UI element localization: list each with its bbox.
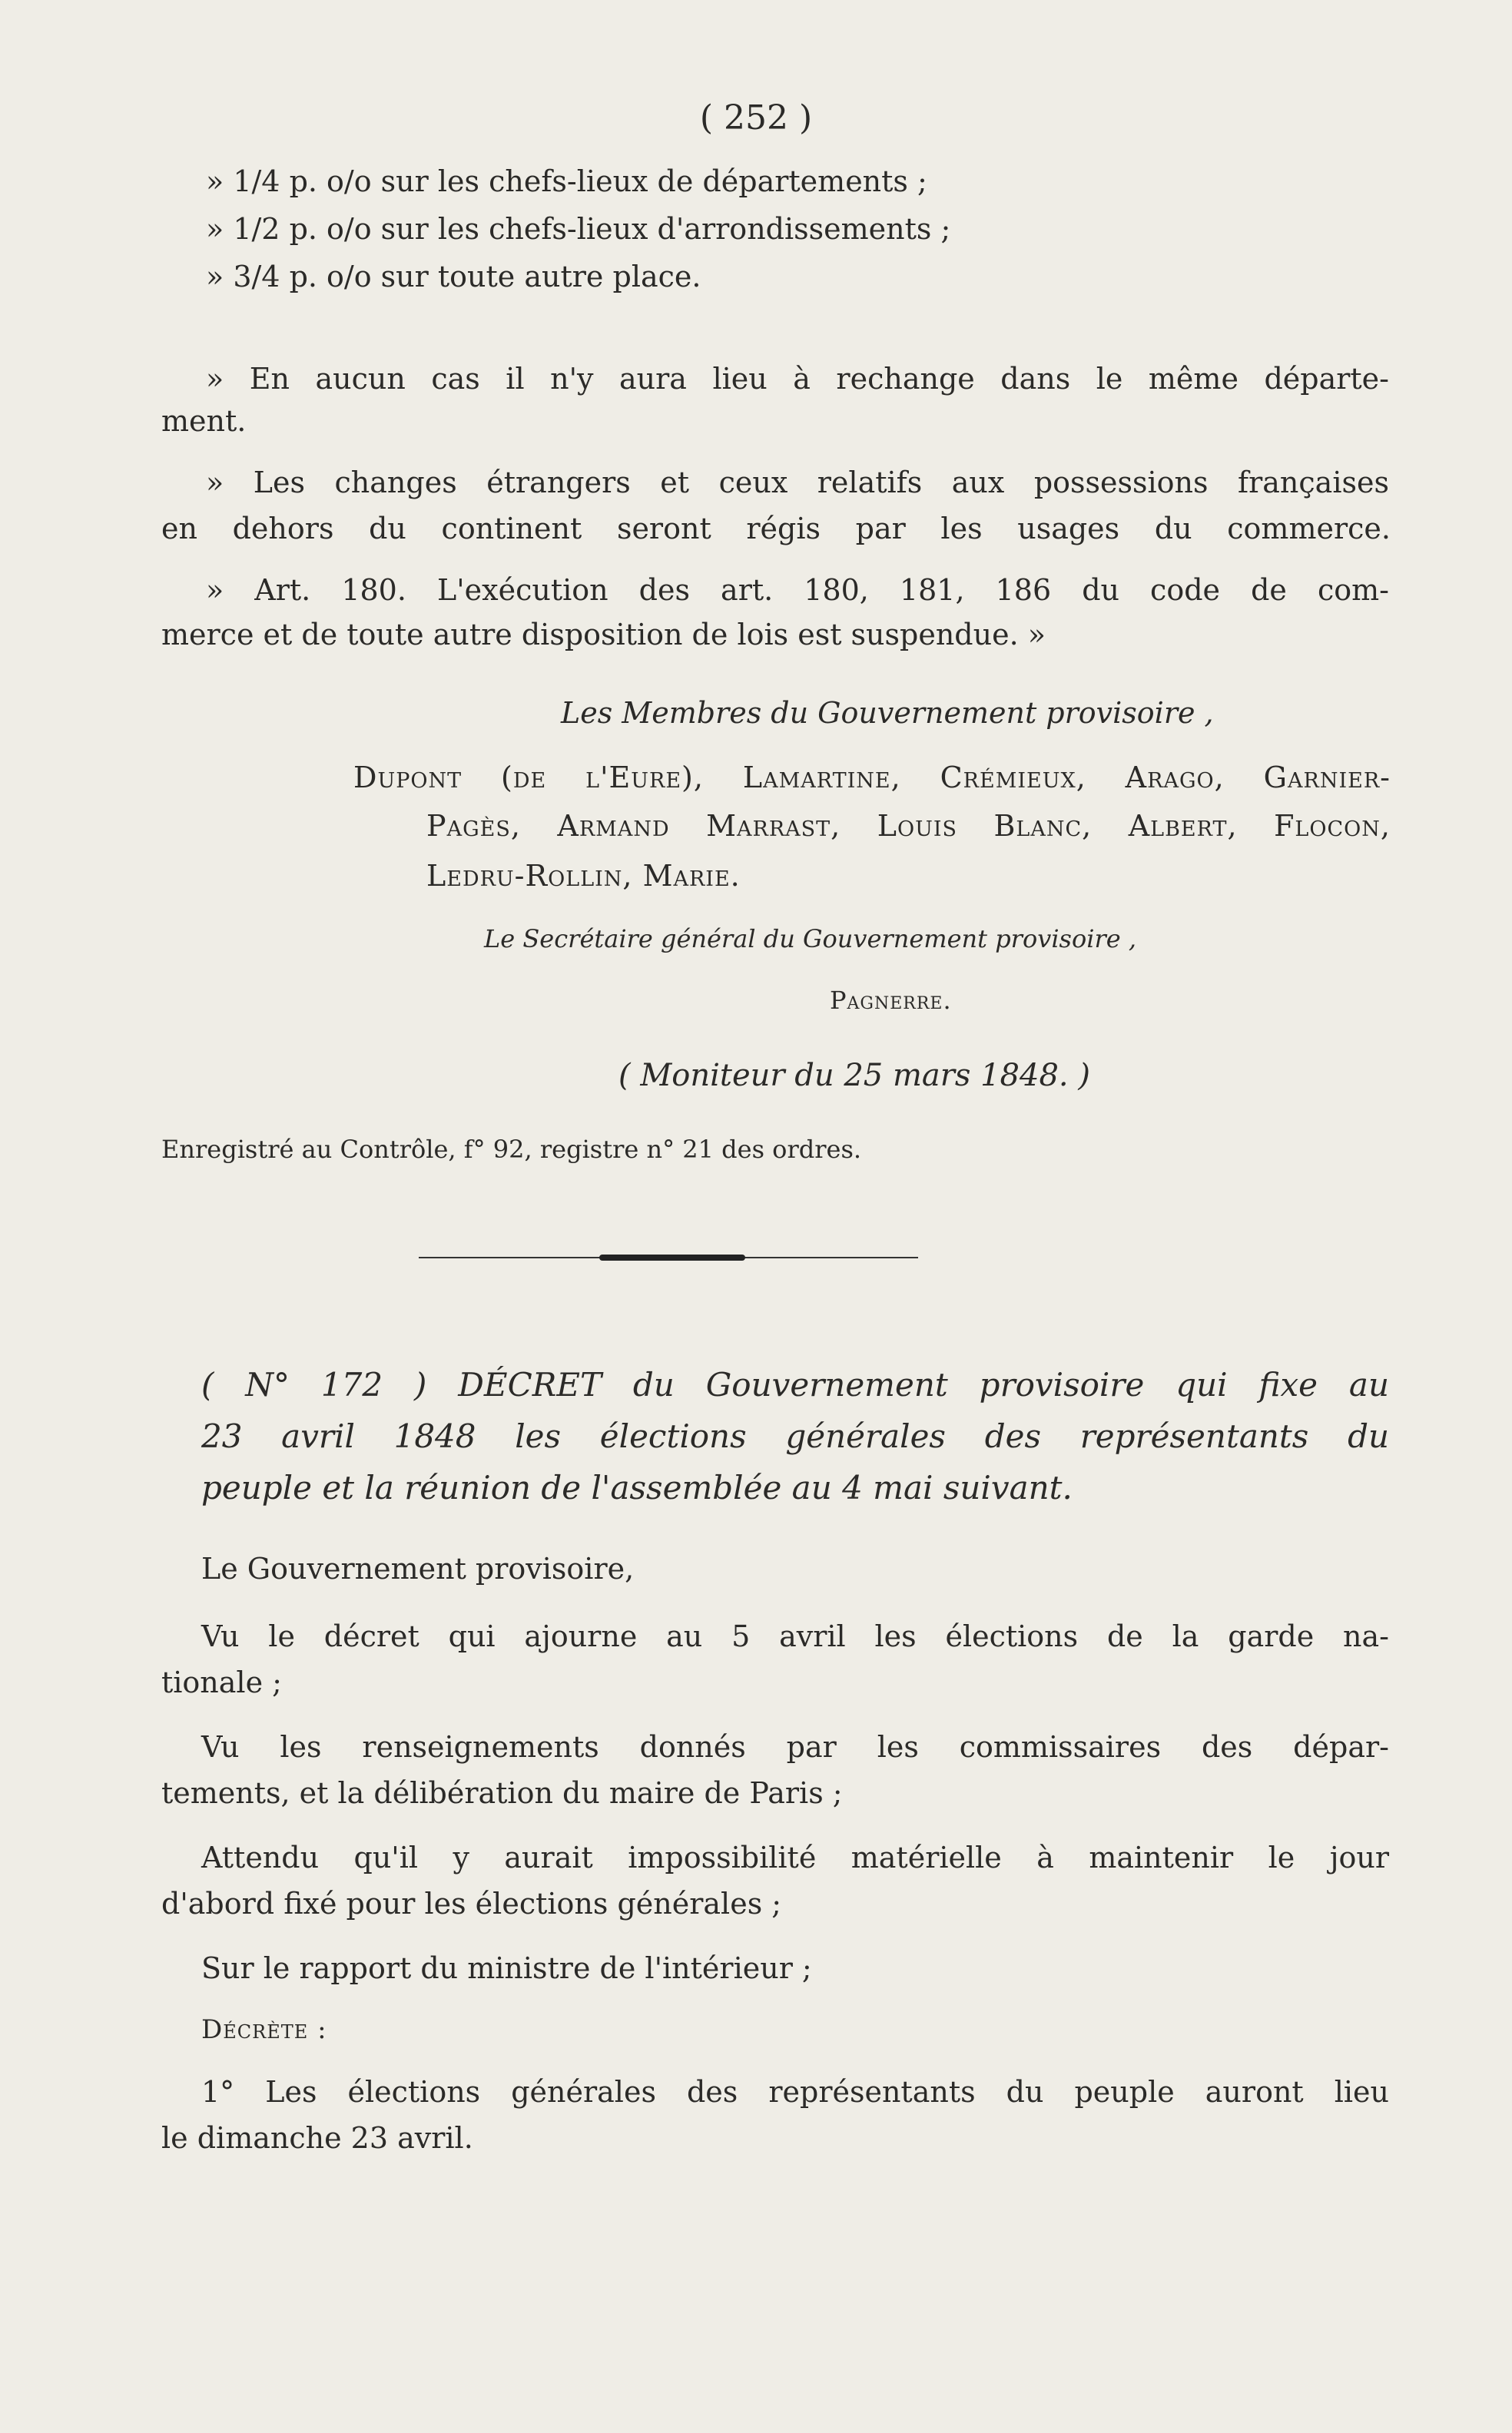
text-line: » Les changes étrangers et ceux relatifs aux possessions françaises (206, 466, 1389, 499)
registration-note: Enregistré au Contrôle, f° 92, registre n° 21 des ordres. (161, 1135, 862, 1164)
decree-title-line: ( N° 172 ) DÉCRET du Gouvernement provisoire qui fixe au (201, 1366, 1389, 1404)
section-divider-ornament (599, 1255, 745, 1261)
decree-body-line: 1° Les élections générales des représentants du peuple auront lieu (201, 2075, 1389, 2109)
decree-decrete: Décrète : (201, 2014, 327, 2045)
secretary-heading: Le Secrétaire général du Gouvernement provisoire , (484, 924, 1137, 953)
text-line: en dehors du continent seront régis par les usages du commerce. (161, 512, 1391, 545)
signatories-line: Dupont (de l'Eure), Lamartine, Crémieux, Arago, Garnier- (353, 761, 1391, 794)
secretary-name: Pagnerre. (830, 986, 952, 1015)
text-line: merce et de toute autre disposition de lois est suspendue. » (161, 618, 1046, 651)
decree-body-line: le dimanche 23 avril. (161, 2121, 473, 2155)
signatures-heading: Les Membres du Gouvernement provisoire , (561, 696, 1214, 730)
text-line: » 3/4 p. o/o sur toute autre place. (206, 260, 701, 293)
text-line: » En aucun cas il n'y aura lieu à rechange dans le même départe- (206, 362, 1389, 396)
decree-body-line: Le Gouvernement provisoire, (201, 1552, 635, 1586)
decree-title-line: 23 avril 1848 les élections générales des représentants du (201, 1417, 1389, 1455)
decree-body-line: Sur le rapport du ministre de l'intérieur ; (201, 1951, 812, 1985)
source-citation: ( Moniteur du 25 mars 1848. ) (618, 1058, 1090, 1093)
decree-body-line: d'abord fixé pour les élections générales ; (161, 1887, 782, 1921)
text-line: » 1/4 p. o/o sur les chefs-lieux de départements ; (206, 164, 927, 198)
decree-body-line: Vu le décret qui ajourne au 5 avril les élections de la garde na- (201, 1619, 1389, 1653)
signatories-line: Ledru-Rollin, Marie. (426, 859, 741, 893)
page-number: ( 252 ) (699, 98, 813, 138)
decree-body-line: Attendu qu'il y aurait impossibilité matérielle à maintenir le jour (201, 1841, 1389, 1874)
text-line: » Art. 180. L'exécution des art. 180, 181, 186 du code de com- (206, 573, 1389, 607)
decree-body-line: tionale ; (161, 1666, 282, 1699)
decree-body-line: tements, et la délibération du maire de Paris ; (161, 1776, 843, 1810)
decree-title-line: peuple et la réunion de l'assemblée au 4 mai suivant. (201, 1469, 1073, 1507)
signatories-line: Pagès, Armand Marrast, Louis Blanc, Albert, Flocon, (426, 809, 1391, 843)
text-line: ment. (161, 404, 247, 438)
decree-body-line: Vu les renseignements donnés par les commissaires des dépar- (201, 1730, 1389, 1764)
text-line: » 1/2 p. o/o sur les chefs-lieux d'arrondissements ; (206, 212, 951, 246)
